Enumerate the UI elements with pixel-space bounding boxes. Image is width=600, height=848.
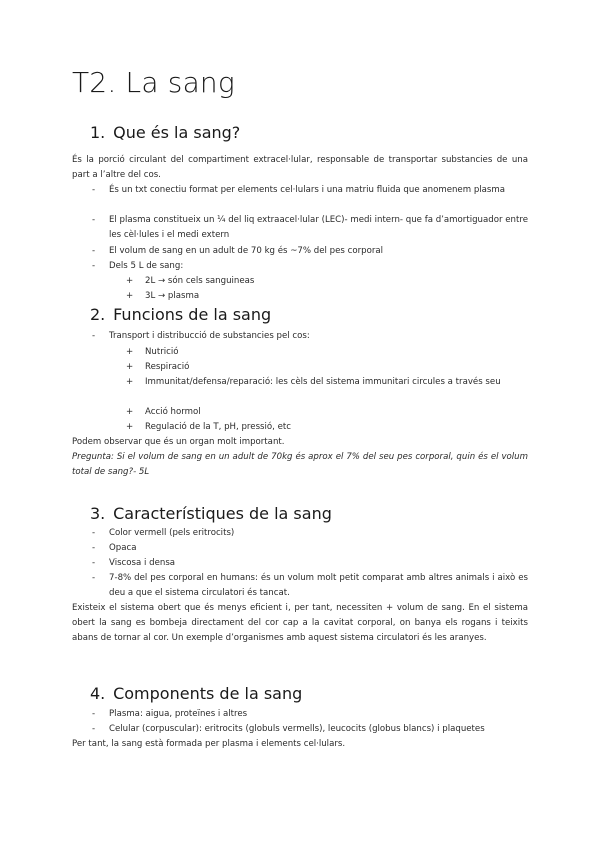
list-item-text: Nutrició <box>145 347 179 357</box>
list-item <box>92 329 528 344</box>
plus-bullet: + <box>126 422 134 432</box>
list-item <box>92 571 528 601</box>
section-number: 1. <box>90 123 106 142</box>
dash-bullet: - <box>92 709 96 719</box>
section-2-heading <box>90 305 271 324</box>
sub-list-item <box>126 420 528 435</box>
list-item-text: 3L → plasma <box>145 291 200 301</box>
section-title: Que és la sang? <box>113 123 241 142</box>
plus-bullet: + <box>126 407 134 417</box>
list-item <box>92 213 528 243</box>
sub-list-item <box>126 375 528 390</box>
question-paragraph: Pregunta: Si el volum de sang en un adult de 70kg és aprox el 7% del seu pes corporal, quin és el volum total de sang?- 5L <box>72 452 528 477</box>
section-number: 2. <box>90 305 106 324</box>
list-item <box>92 541 528 556</box>
list-item <box>92 183 528 198</box>
list-item-text: És un txt conectiu format per elements cel·lulars i una matriu fluida que anomenem plasma <box>109 185 506 195</box>
dash-bullet: - <box>92 543 96 553</box>
dash-bullet: - <box>92 261 96 271</box>
sub-list-item <box>126 289 528 304</box>
list-item-text: Acció hormol <box>145 407 201 417</box>
dash-bullet: - <box>92 573 96 583</box>
list-item-text: El volum de sang en un adult de 70 kg és ~7% del pes corporal <box>109 246 384 256</box>
sub-list-item <box>126 345 528 360</box>
section-4-heading <box>90 684 302 703</box>
list-item-text: Respiració <box>145 362 190 372</box>
list-item-text: Transport i distribucció de substancies pel cos: <box>109 331 310 341</box>
section-title: Components de la sang <box>113 684 303 703</box>
section-number: 4. <box>90 684 106 703</box>
list-item-text: El plasma constitueix un ¼ del liq extraacel·lular (LEC)- medi intern- que fa d’amortiguador entre les cèl·lules i el medi extern <box>109 215 528 240</box>
plus-bullet: + <box>126 347 134 357</box>
plus-bullet: + <box>126 276 134 286</box>
list-item-text: 7-8% del pes corporal en humans: és un volum molt petit comparat amb altres animals i això es deu a que el sistema circulatori és tancat. <box>109 573 528 598</box>
dash-bullet: - <box>92 246 96 256</box>
section-title: Característiques de la sang <box>113 504 332 523</box>
dash-bullet: - <box>92 558 96 568</box>
list-item <box>92 707 528 722</box>
list-item-text: Celular (corpuscular): eritrocits (globuls vermells), leucocits (globus blancs) i plaquetes <box>109 724 485 734</box>
list-item-text: Opaca <box>109 543 137 553</box>
list-item <box>92 244 528 259</box>
list-item-text: Regulació de la T, pH, pressió, etc <box>145 422 292 432</box>
list-item-text: Dels 5 L de sang: <box>109 261 184 271</box>
dash-bullet: - <box>92 724 96 734</box>
list-item <box>92 526 528 541</box>
page-title: T2. La sang <box>72 66 235 99</box>
list-item <box>92 556 528 571</box>
list-item-text: Plasma: aigua, proteïnes i altres <box>109 709 248 719</box>
sub-list-item <box>126 405 528 420</box>
plus-bullet: + <box>126 291 134 301</box>
sub-list-item <box>126 274 528 289</box>
sub-list-item <box>126 360 528 375</box>
dash-bullet: - <box>92 528 96 538</box>
list-item-text: Color vermell (pels eritrocits) <box>109 528 235 538</box>
list-item-text: Immunitat/defensa/reparació: les cèls del sistema immunitari circules a través seu <box>145 377 501 387</box>
paragraph: Podem observar que és un organ molt important. <box>72 437 285 447</box>
paragraph: És la porció circulant del compartiment extracel·lular, responsable de transportar substancies de una part a l’altre del cos. <box>72 155 528 180</box>
section-title: Funcions de la sang <box>113 305 272 324</box>
list-item <box>92 722 528 737</box>
list-item <box>92 259 528 274</box>
section-3-heading <box>90 504 332 523</box>
dash-bullet: - <box>92 331 96 341</box>
paragraph: Per tant, la sang està formada per plasma i elements cel·lulars. <box>72 739 346 749</box>
dash-bullet: - <box>92 215 96 225</box>
dash-bullet: - <box>92 185 96 195</box>
list-item-text: 2L → són cels sanguineas <box>145 276 255 286</box>
plus-bullet: + <box>126 377 134 387</box>
list-item-text: Viscosa i densa <box>109 558 176 568</box>
section-1-heading <box>90 123 240 142</box>
plus-bullet: + <box>126 362 134 372</box>
section-number: 3. <box>90 504 106 523</box>
paragraph: Existeix el sistema obert que és menys eficient i, per tant, necessiten + volum de sang. En el sistema obert la sang es bombeja directament del cor cap a la cavitat corporal, on banya els rogans i teixits abans de tornar al cor. Un exemple d’organismes amb aquest sistema circulatori és les aranyes. <box>72 603 528 643</box>
